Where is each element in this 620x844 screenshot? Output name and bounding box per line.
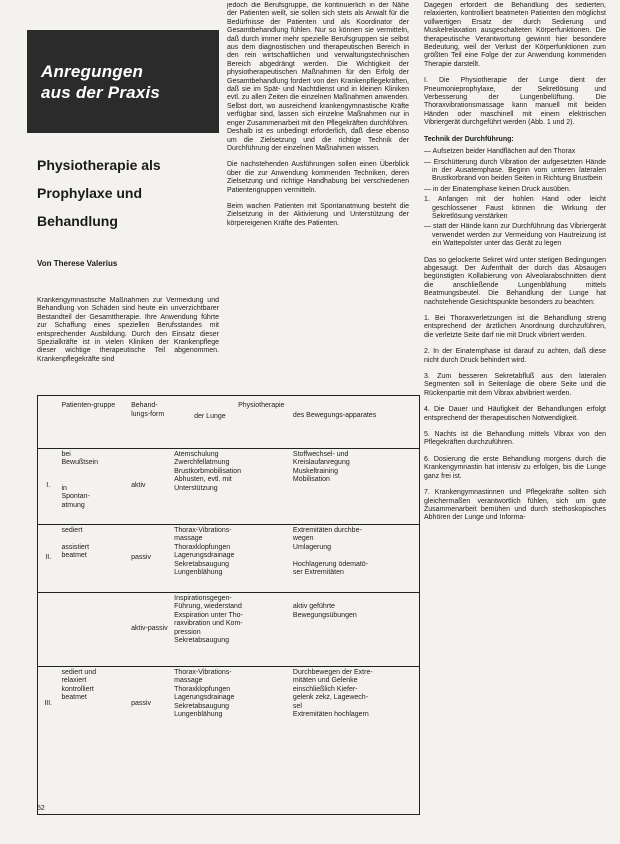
patient-group-cell-line (61, 595, 125, 604)
treatment-form-cell: passiv (131, 699, 151, 707)
apparatus-therapy-cell-line: Umlagerung (292, 543, 332, 551)
patient-group-cell (58, 666, 128, 742)
patient-group-cell-line: Bewußtsein (61, 459, 99, 467)
lung-therapy-cell-line: Lagerungsdrainage (174, 694, 235, 702)
technique-list (424, 148, 606, 248)
table-row (38, 666, 419, 742)
patient-group-cell-line: sediert und (61, 668, 97, 676)
lung-therapy-cell-line: Atemschulung (174, 450, 219, 458)
apparatus-therapy-cell-line: Bewegungsübungen (292, 611, 357, 619)
paragraph: 1. Bei Thoraxverletzungen ist die Behandlung streng entsprechend der ärztlichen Anordnung durchzuführen, die verletzte Seite darf nie mit Druck vibriert werden. (424, 315, 606, 339)
paragraph: Krankengymnastische Maßnahmen zur Vermeidung und Behandlung von Schäden sind heute ein unverzichtbarer Bestandteil der Gesamttherapie. Ihre Anwendung führte zur Schaffung eines speziellen Berufsstandes mit entsprechender Ausbildung. Durch den Einsatz dieser Spezialkräfte ist in vielen Kliniken der Krankenpflege dieser wichtige therapeutische Teil abgenommen. Krankenpflegekräfte sind (37, 297, 219, 363)
apparatus-therapy-cell-line: Stoffwechsel- und (292, 450, 349, 458)
table-row (38, 524, 419, 592)
paragraph: jedoch die Berufsgruppe, die kontinuierlich in der Nähe der Patienten weilt, sie sollen sich stets als Anwalt für die Bedürfnisse der Patienten und als Koordinator der Gesamtbehandlung fühlen. Nur so können sie vermitteln, daß durch immer mehr spezielle Berufsgruppen sie selbst aus dem diagnostischen und therapeutischen Bereich in den rein wirtschaftlichen und verwaltungstechnischen Bereich abgedrängt werden. Die Wichtigkeit der physiotherapeutischen Maßnahmen für den Erfolg der Gesamtbehandlung fordert von den Krankenpflegekräften, daß sie im Spät- und Nachtdienst und in kleinen Kliniken evtl. zu allen Zeiten die einzelnen Maßnahmen anwenden. Selbst dort, wo ausreichend krankengymnastische Kräfte verfügbar sind, lassen sich einzelne Maßnahmen nur in enger Zusammenarbeit mit den Pflegekräften durchführen. Deshalb ist es unbedingt erforderlich, daß diese ebenso um die Zielsetzung und die richtige Technik der Durchführung der einzelnen Maßnahmen wissen. (227, 2, 409, 152)
technique-heading: Technik der Durchführung: (424, 135, 514, 143)
lung-therapy-cell-line: Zwerchfellatmung (174, 459, 230, 467)
paragraph: 2. In der Einatemphase ist darauf zu achten, daß diese nicht durch Druck behindert wird. (424, 348, 606, 364)
treatment-form-cell: passiv (128, 524, 171, 592)
treatment-form-cell: aktiv-passiv (128, 592, 171, 666)
table-header-row (38, 396, 419, 448)
article-title (37, 151, 217, 235)
apparatus-therapy-cell (290, 524, 419, 592)
apparatus-therapy-cell-line (293, 552, 416, 561)
lung-therapy-cell-line: Abhusten, evtl. mit (174, 476, 232, 484)
lung-therapy-cell-line: Thoraxklopfungen (174, 543, 231, 551)
patient-group-cell (58, 524, 128, 592)
lung-therapy-cell-line: pression (174, 628, 201, 636)
apparatus-therapy-cell-line: aktiv geführte (292, 603, 335, 611)
lung-therapy-cell (171, 524, 290, 592)
apparatus-therapy-cell-line: Extremitäten durchbe- (292, 526, 362, 534)
apparatus-therapy-cell-line: mitäten und Gelenke (292, 677, 358, 685)
table-body (38, 448, 419, 742)
header-apparatus-label: des Bewegungs-apparates (292, 412, 377, 419)
lung-therapy-cell-line: Lagerungsdrainage (174, 552, 235, 560)
lung-therapy-cell-line: Sekretabsaugung (174, 560, 230, 568)
apparatus-therapy-cell-line: Muskeltraining (292, 467, 339, 475)
list-item: — Aufsetzen beider Handflächen auf den Thorax (424, 148, 576, 156)
lung-therapy-cell-line: Exspiration unter Tho- (174, 611, 243, 619)
list-item: 1. Anfangen mit der hohlen Hand oder leicht geschlossener Faust können die Wirkung der Sekretlösung verstärken (424, 196, 606, 220)
apparatus-therapy-cell-line: einschließlich Kiefer- (292, 685, 358, 693)
banner-line-1: Anregungen (41, 61, 144, 81)
lung-therapy-cell (171, 592, 290, 666)
text-column-1 (37, 297, 219, 375)
header-treatment-form: Behand-lungs-form (128, 396, 171, 448)
table-row (38, 448, 419, 524)
lung-therapy-cell-line: Inspirationsgegen- (174, 594, 232, 602)
row-number (38, 592, 58, 666)
header-physio-lung (171, 396, 290, 448)
lung-therapy-cell-line: Sekretabsaugung (174, 637, 230, 645)
patient-group-cell-line: in (61, 484, 67, 492)
list-item: — in der Einatemphase keinen Druck ausüben. (424, 185, 571, 193)
patient-group-cell-line: beatmet (61, 552, 87, 560)
paragraph: 4. Die Dauer und Häufigkeit der Behandlungen erfolgt entsprechend der therapeutischen Notwendigkeit. (424, 406, 606, 422)
row-number: I. (38, 448, 58, 524)
banner-line-2: aus der Praxis (41, 82, 161, 102)
therapy-table (37, 395, 420, 815)
paragraph: Beim wachen Patienten mit Spontanatmung besteht die Zielsetzung in der Aktivierung und Unterstützung der körpereigenen Kräfte des Patienten. (227, 202, 409, 227)
apparatus-therapy-cell-line: ser Extremitäten (292, 569, 344, 577)
table-row (38, 592, 419, 666)
patient-group-cell-line: kontrolliert (61, 685, 94, 693)
header-physiotherapy: Physiotherapie (238, 402, 285, 409)
apparatus-therapy-cell (290, 592, 419, 666)
lung-therapy-cell-line: Thoraxklopfungen (174, 685, 231, 693)
patient-group-cell-line: atmung (61, 502, 85, 510)
list-item: — statt der Hände kann zur Durchführung das Vibriergerät verwendet werden zur Vermeidung von Hautreizung ist ein Wattepolster unter das Gerät zu legen (424, 223, 606, 248)
author-byline: Von Therese Valerius (37, 259, 118, 268)
apparatus-therapy-cell-line: Mobilisation (292, 476, 330, 484)
lung-therapy-cell (171, 666, 290, 742)
paragraph: Das so gelockerte Sekret wird unter stetigen Bedingungen abgesaugt. Der Aufenthalt der durch das Absaugen begünstigten Kollabierung von Alveolarabschnitten dient die anschließende Lungenblähung mittels Beatmungsbeutel. Die Behandlung der Lunge hat nachstehende Gesichtspunkte besonders zu beachten: (424, 256, 606, 306)
paragraph: 7. Krankengymnastinnen und Pflegekräfte sollten sich gleichermaßen verantwortlich fühlen, sich um gute Zusammenarbeit bemühen und durch stethoskopisches Abhören der Lunge und Informa- (424, 489, 606, 522)
apparatus-therapy-cell-line: wegen (292, 535, 314, 543)
apparatus-therapy-cell-line: gelenk zekz, Lagewech- (292, 694, 369, 702)
lung-therapy-cell-line: Unterstützung (174, 484, 218, 492)
apparatus-therapy-cell-line: Kreislaufanregung (292, 459, 350, 467)
therapy-table-grid (38, 396, 419, 742)
patient-group-cell-line: bei (61, 450, 71, 458)
apparatus-therapy-cell-line: Extremitäten hochlagern (292, 711, 369, 719)
paragraph: 6. Dosierung die erste Behandlung morgens durch die Krankengymnastin hat intensiv zu erfolgen, bis die Lunge ganz frei ist. (424, 455, 606, 480)
text-column-3 (424, 2, 606, 782)
paragraph: 5. Nachts ist die Behandlung mittels Vibrax von den Pflegekräften durchzuführen. (424, 431, 606, 447)
paragraph: I. Die Physiotherapie der Lunge dient der Pneumonieprophylaxe, der Sekretlösung und Verbesserung der Lungenbelüftung. Die Thoraxvibrationsmassage kann manuell mit beiden Händen oder maschinell mit einem elektrischen Vibriergerät durchgeführt werden (Abb. 1 und 2). (424, 77, 606, 127)
patient-group-cell-line: relaxiert (61, 677, 87, 685)
patient-group-cell-line (61, 468, 125, 477)
section-banner (27, 30, 219, 133)
apparatus-therapy-cell-line: Durchbewegen der Extre- (292, 668, 373, 676)
lung-therapy-cell-line: Lungenblähung (174, 711, 223, 719)
lung-therapy-cell-line: Brustkorbmobilisation (174, 467, 242, 475)
treatment-form-cell: aktiv (128, 448, 171, 524)
text-column-2 (227, 2, 409, 392)
row-number: II. (38, 524, 58, 592)
lung-therapy-cell-line: massage (174, 535, 203, 543)
patient-group-cell-line (61, 535, 125, 544)
patient-group-cell-line: sediert (61, 526, 83, 534)
lung-therapy-cell (171, 448, 290, 524)
patient-group-cell-line (61, 476, 125, 485)
apparatus-therapy-cell-line (293, 595, 416, 604)
paragraph: 3. Zum besseren Sekretabfluß aus den lateralen Segmenten soll in Seitenlage die obere Seite und die Rückenpartie mit dem Vibrax abvibriert werden. (424, 373, 606, 397)
lung-therapy-cell-line: raxvibration und Kom- (174, 620, 243, 628)
apparatus-therapy-cell-line: Hochlagerung ödematö- (292, 560, 369, 568)
header-number (38, 396, 58, 448)
page-number: 52 (37, 805, 45, 812)
header-patient-group: Patienten-gruppe (58, 396, 128, 448)
paragraph: Dagegen erfordert die Behandlung des sedierten, relaxierten, kontrolliert beatmeten Patienten den möglichst vollwertigen Ersatz der durch Sedierung und Muskelrelaxation ausgeschalteten Körperfunktionen. Die therapeutische Verantwortung gewinnt hier besondere Bedeutung, weil der Verlust der Körperfunktionen zum größten Teil eine Folge der zur Anwendung kommenden Therapie darstellt. (424, 2, 606, 68)
lung-therapy-cell-line: Sekretabsaugung (174, 702, 230, 710)
apparatus-therapy-cell-line: sel (292, 702, 302, 710)
apparatus-therapy-cell (290, 666, 419, 742)
patient-group-cell (58, 448, 128, 524)
patient-group-cell-line: beatmet (61, 694, 87, 702)
title-line-3: Behandlung (37, 213, 118, 229)
header-lung: der Lunge (194, 412, 226, 420)
lung-therapy-cell-line: massage (174, 677, 203, 685)
apparatus-therapy-cell (290, 448, 419, 524)
patient-group-cell-line: Spontan- (61, 493, 90, 501)
paragraph: Die nachstehenden Ausführungen sollen einen Überblick über die zur Anwendung kommenden Techniken, deren Zielsetzung und richtige Handhabung bei verschiedenen Patientengruppen vermitteln. (227, 161, 409, 194)
lung-therapy-cell-line: Thorax-Vibrations- (174, 668, 232, 676)
row-number: III. (44, 699, 53, 707)
lung-therapy-cell-line: Thorax-Vibrations- (174, 526, 232, 534)
patient-group-cell-line: assistiert (61, 543, 90, 551)
title-line-2: Prophylaxe und (37, 185, 143, 201)
title-line-1: Physiotherapie als (37, 157, 161, 173)
list-item: — Erschütterung durch Vibration der aufgesetzten Hände in der Ausatemphase. Beginn vom unteren lateralen Brustkorbrand von beiden Seiten in Richtung Brustbein (424, 158, 606, 183)
lung-therapy-cell-line: Lungenblähung (174, 569, 223, 577)
patient-group-cell (58, 592, 128, 666)
lung-therapy-cell-line: Führung, wiederstand (174, 603, 242, 611)
